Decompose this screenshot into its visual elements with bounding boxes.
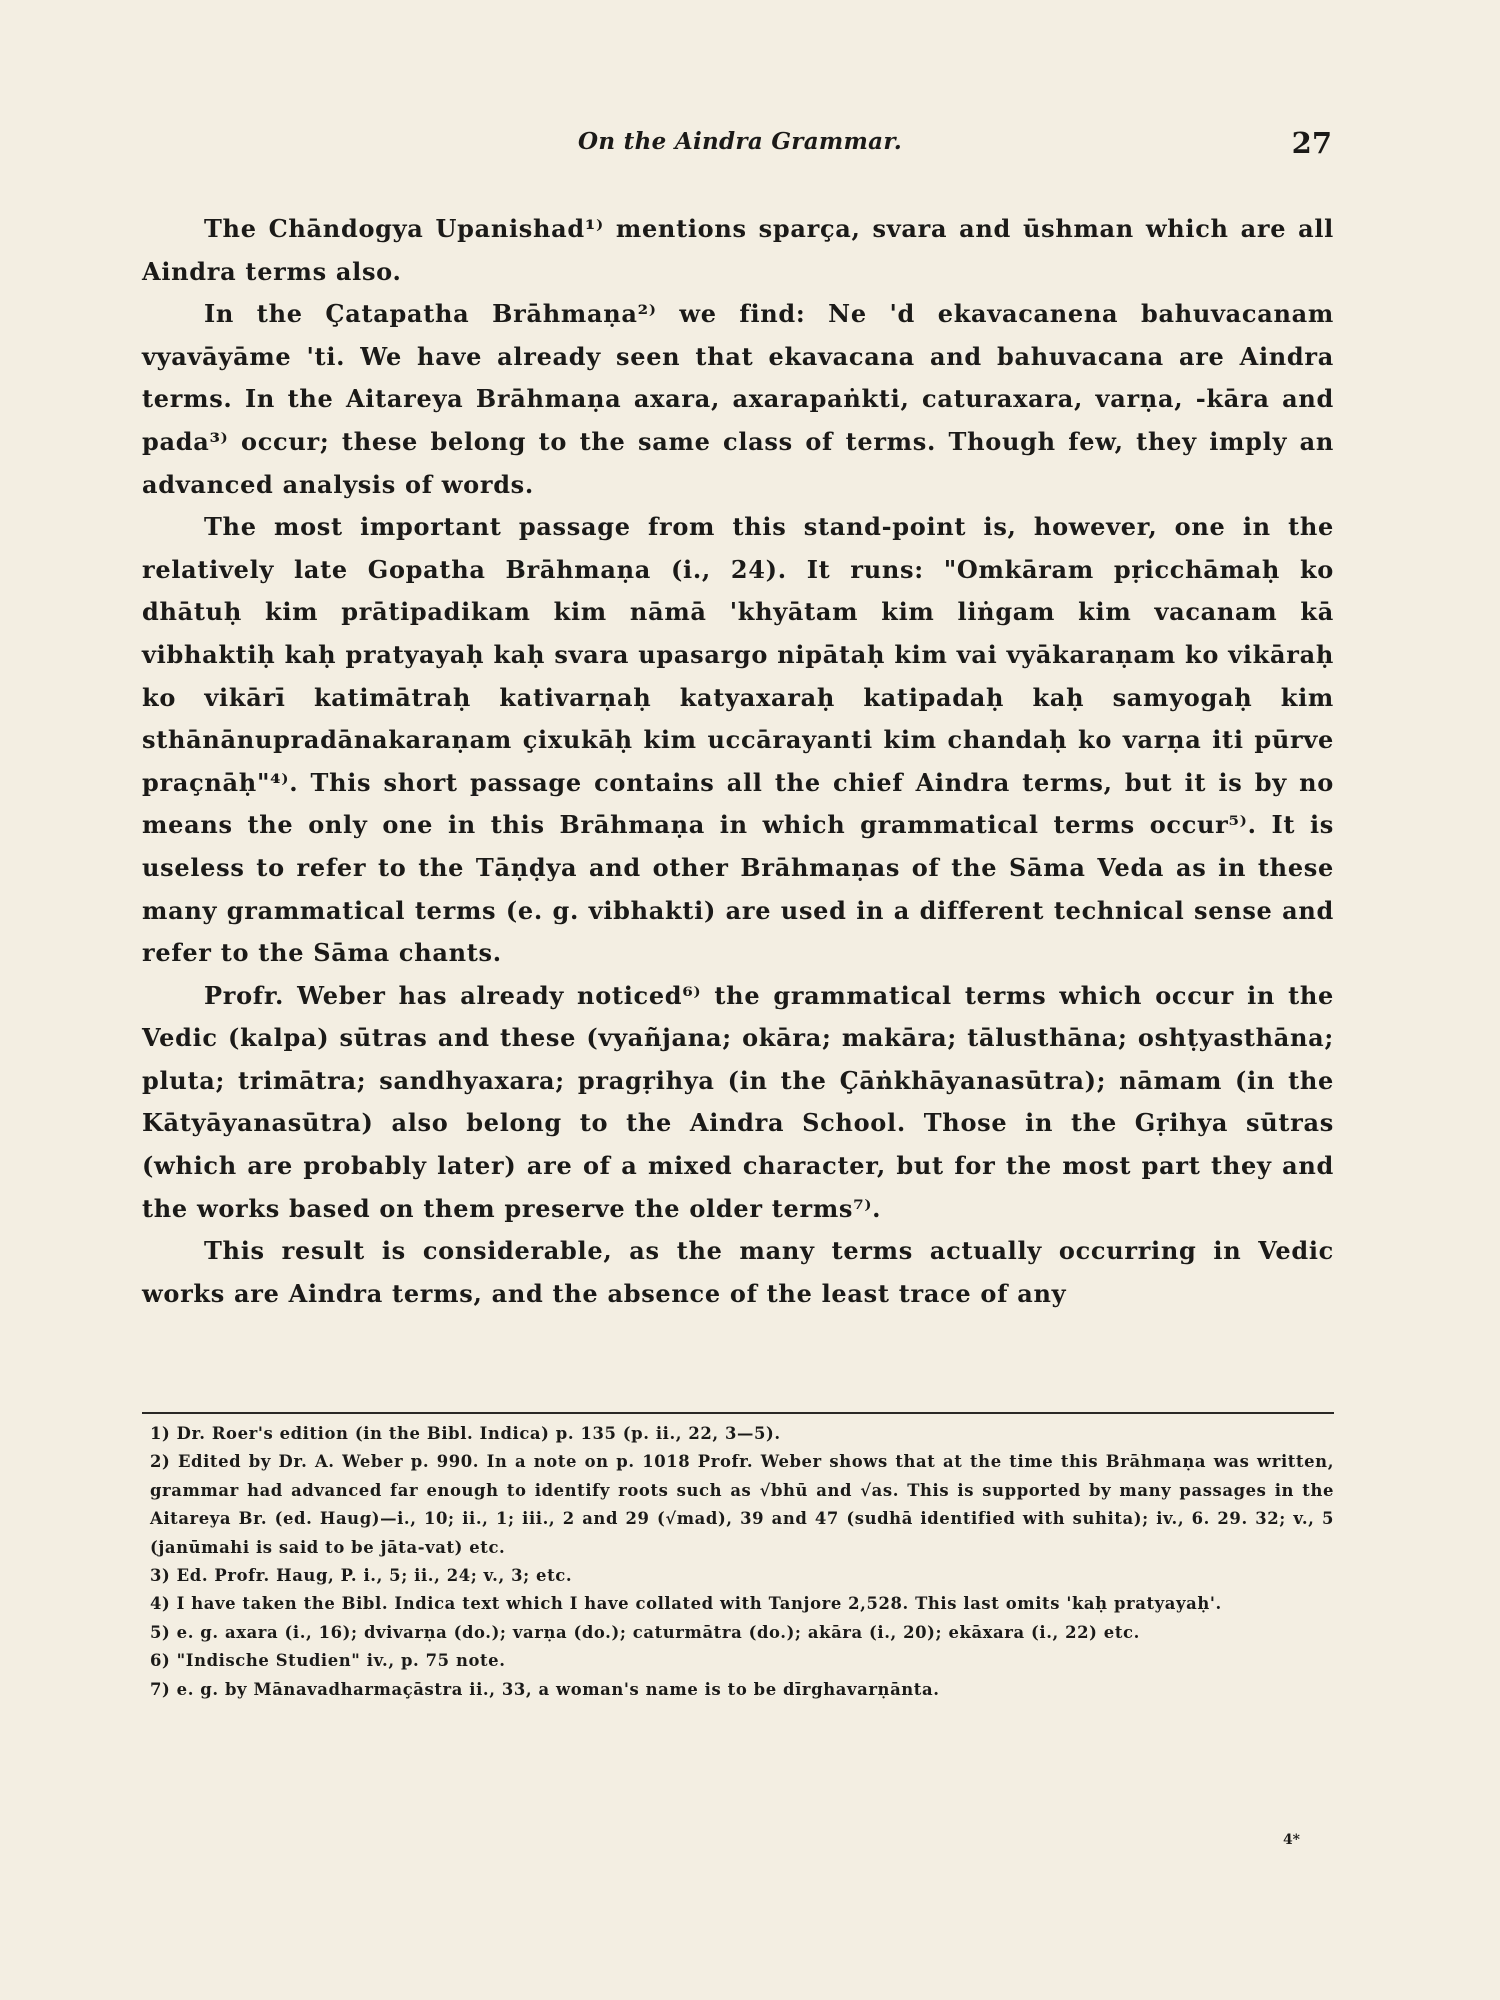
footnote: 5) e. g. axara (i., 16); dvivarṇa (do.); varṇa (do.); caturmātra (do.); akāra (i., 20); ekāxara (i., 22) etc. [150, 1622, 1140, 1642]
footnote: 3) Ed. Profr. Haug, P. i., 5; ii., 24; v., 3; etc. [150, 1566, 573, 1586]
paragraph: In the Çatapatha Brāhmaṇa²⁾ we find: Ne 'd ekavacanena bahuvacanam vyavāyāme 'ti. We have already seen that ekavacana and bahuvacana are Aindra terms. In the Aitareya Brāhmaṇa axara, axarapaṅkti, caturaxara, varṇa, -kāra and pada³⁾ occur; these belong to the same class of terms. Though few, they imply an advanced analysis of words. [142, 299, 1334, 499]
paragraph: Profr. Weber has already noticed⁶⁾ the grammatical terms which occur in the Vedic (kalpa) sūtras and these (vyañjana; okāra; makāra; tālusthāna; oshṭyasthāna; pluta; trimātra; sandhyaxara; pragṛihya (in the Çāṅkhāyanasūtra); nāmam (in the Kātyāyanasūtra) also belong to the Aindra School. Those in the Gṛihya sūtras (which are probably later) are of a mixed character, but for the most part they and the works based on them preserve the older terms⁷⁾. [142, 980, 1334, 1223]
footnote: 4) I have taken the Bibl. Indica text which I have collated with Tanjore 2,528. This last omits 'kaḥ pratyayaḥ'. [150, 1594, 1222, 1614]
paragraph: The most important passage from this stand-point is, however, one in the relatively late Gopatha Brāhmaṇa (i., 24). It runs: "Omkāram pṛicchāmaḥ ko dhātuḥ kim prātipadikam kim nāmā 'khyātam kim liṅgam kim vacanam kā vibhaktiḥ kaḥ pratyayaḥ kaḥ svara upasargo nipātaḥ kim vai vyākaraṇam ko vikāraḥ ko vikārī katimātraḥ kativarṇaḥ katyaxaraḥ katipadaḥ kaḥ samyogaḥ kim sthānānupradānakaraṇam çixukāḥ kim uccārayanti kim chandaḥ ko varṇa iti pūrve praçnāḥ"⁴⁾. This short passage contains all the chief Aindra terms, but it is by no means the only one in this Brāhmaṇa in which grammatical terms occur⁵⁾. It is useless to refer to the Tāṇḍya and other Brāhmaṇas of the Sāma Veda as in these many grammatical terms (e. g. vibhakti) are used in a different technical sense and refer to the Sāma chants. [142, 512, 1334, 968]
footnote: 7) e. g. by Mānavadharmaçāstra ii., 33, a woman's name is to be dīrghavarṇānta. [150, 1679, 940, 1699]
footnote: 1) Dr. Roer's edition (in the Bibl. Indica) p. 135 (p. ii., 22, 3—5). [150, 1424, 781, 1443]
footnote: 6) "Indische Studien" iv., p. 75 note. [150, 1651, 506, 1671]
footnote-divider [142, 1412, 1334, 1414]
page-number: 27 [1291, 126, 1332, 160]
footnote: 2) Edited by Dr. A. Weber p. 990. In a note on p. 1018 Profr. Weber shows that at the time this Brāhmaṇa was written, grammar had advanced far enough to identify roots such as √bhū and √as. This is supported by many passages in the Aitareya Br. (ed. Haug)—i., 10; ii., 1; iii., 2 and 29 (√mad), 39 and 47 (sudhā identified with suhita); iv., 6. 29. 32; v., 5 (janūmahi is said to be jāta-vat) etc. [150, 1452, 1334, 1557]
footnotes [150, 1420, 1334, 1704]
paragraph: This result is considerable, as the many terms actually occurring in Vedic works are Aindra terms, and the absence of the least trace of any [142, 1236, 1334, 1308]
paragraph: The Chāndogya Upanishad¹⁾ mentions sparça, svara and ūshman which are all Aindra terms also. [142, 214, 1334, 286]
body-text [142, 208, 1334, 1315]
signature-mark: 4* [1282, 1832, 1300, 1848]
running-title: On the Aindra Grammar. [577, 128, 903, 155]
